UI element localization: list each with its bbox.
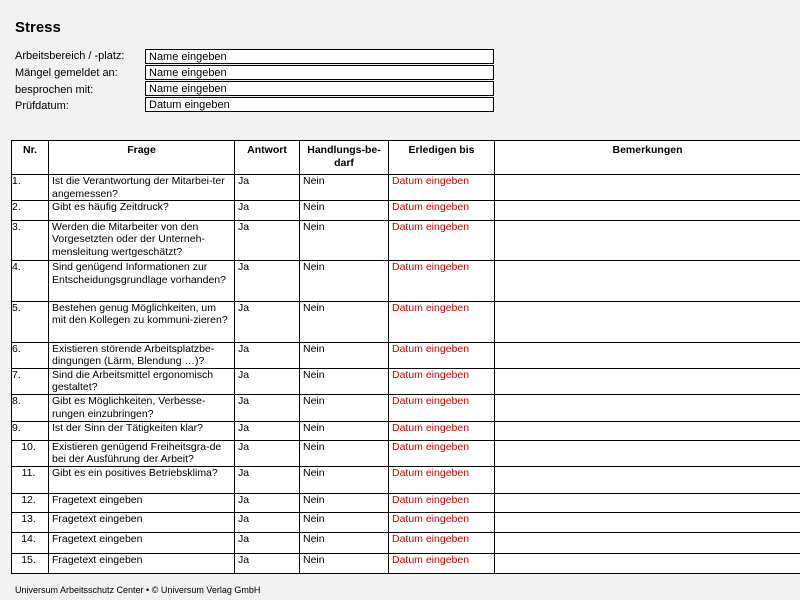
action-needed-cell[interactable]: Nein xyxy=(300,533,389,553)
question-cell[interactable]: Fragetext eingeben xyxy=(49,513,235,533)
arbeitsbereich-field[interactable]: Name eingeben xyxy=(145,49,494,64)
checklist-table xyxy=(11,140,800,574)
table-header-row xyxy=(12,141,800,175)
table-row xyxy=(12,421,800,440)
header-bemerkungen: Bemerkungen xyxy=(495,141,800,175)
row-number: 3. xyxy=(12,220,49,261)
due-date-cell[interactable]: Datum eingeben xyxy=(389,368,495,394)
row-number: 13. xyxy=(12,513,49,533)
table-row xyxy=(12,301,800,342)
answer-cell[interactable]: Ja xyxy=(235,261,300,302)
question-cell[interactable]: Ist der Sinn der Tätigkeiten klar? xyxy=(49,421,235,440)
due-date-cell[interactable]: Datum eingeben xyxy=(389,301,495,342)
question-cell[interactable]: Sind die Arbeitsmittel ergonomisch gestaltet? xyxy=(49,368,235,394)
page-title: Stress xyxy=(15,19,61,36)
remarks-cell[interactable] xyxy=(495,220,800,261)
remarks-cell[interactable] xyxy=(495,467,800,493)
answer-cell[interactable]: Ja xyxy=(235,440,300,466)
remarks-cell[interactable] xyxy=(495,493,800,512)
action-needed-cell[interactable]: Nein xyxy=(300,261,389,302)
table-row xyxy=(12,342,800,368)
action-needed-cell[interactable]: Nein xyxy=(300,175,389,201)
question-cell[interactable]: Fragetext eingeben xyxy=(49,553,235,573)
table-row xyxy=(12,513,800,533)
remarks-cell[interactable] xyxy=(495,368,800,394)
table-row xyxy=(12,368,800,394)
header-nr: Nr. xyxy=(12,141,49,175)
action-needed-cell[interactable]: Nein xyxy=(300,368,389,394)
besprochen-field[interactable]: Name eingeben xyxy=(145,81,494,96)
row-number: 1. xyxy=(12,175,49,201)
pruefdatum-field[interactable]: Datum eingeben xyxy=(145,97,494,112)
action-needed-cell[interactable]: Nein xyxy=(300,342,389,368)
remarks-cell[interactable] xyxy=(495,553,800,573)
action-needed-cell[interactable]: Nein xyxy=(300,467,389,493)
remarks-cell[interactable] xyxy=(495,395,800,421)
table-row xyxy=(12,553,800,573)
remarks-cell[interactable] xyxy=(495,533,800,553)
answer-cell[interactable]: Ja xyxy=(235,342,300,368)
due-date-cell[interactable]: Datum eingeben xyxy=(389,175,495,201)
action-needed-cell[interactable]: Nein xyxy=(300,553,389,573)
row-number: 9. xyxy=(12,421,49,440)
table-row xyxy=(12,395,800,421)
remarks-cell[interactable] xyxy=(495,342,800,368)
table-row xyxy=(12,467,800,493)
header-antwort: Antwort xyxy=(235,141,300,175)
question-cell[interactable]: Fragetext eingeben xyxy=(49,533,235,553)
meta-label-pruefdatum: Prüfdatum: xyxy=(15,100,69,112)
due-date-cell[interactable]: Datum eingeben xyxy=(389,201,495,220)
action-needed-cell[interactable]: Nein xyxy=(300,395,389,421)
action-needed-cell[interactable]: Nein xyxy=(300,220,389,261)
due-date-cell[interactable]: Datum eingeben xyxy=(389,220,495,261)
row-number: 6. xyxy=(12,342,49,368)
answer-cell[interactable]: Ja xyxy=(235,220,300,261)
due-date-cell[interactable]: Datum eingeben xyxy=(389,342,495,368)
remarks-cell[interactable] xyxy=(495,440,800,466)
due-date-cell[interactable]: Datum eingeben xyxy=(389,261,495,302)
question-cell[interactable]: Sind genügend Informationen zur Entscheidungsgrundlage vorhanden? xyxy=(49,261,235,302)
remarks-cell[interactable] xyxy=(495,261,800,302)
table-row xyxy=(12,175,800,201)
row-number: 12. xyxy=(12,493,49,512)
action-needed-cell[interactable]: Nein xyxy=(300,493,389,512)
row-number: 15. xyxy=(12,553,49,573)
due-date-cell[interactable]: Datum eingeben xyxy=(389,395,495,421)
answer-cell[interactable]: Ja xyxy=(235,395,300,421)
answer-cell[interactable]: Ja xyxy=(235,467,300,493)
answer-cell[interactable]: Ja xyxy=(235,201,300,220)
question-cell[interactable]: Existieren störende Arbeitsplatzbe-dingungen (Lärm, Blendung …)? xyxy=(49,342,235,368)
question-cell[interactable]: Bestehen genug Möglichkeiten, um mit den Kollegen zu kommuni-zieren? xyxy=(49,301,235,342)
row-number: 5. xyxy=(12,301,49,342)
action-needed-cell[interactable]: Nein xyxy=(300,513,389,533)
maengel-field[interactable]: Name eingeben xyxy=(145,65,494,80)
meta-label-arbeitsbereich: Arbeitsbereich / -platz: xyxy=(15,50,125,62)
question-cell[interactable]: Existieren genügend Freiheitsgra-de bei der Ausführung der Arbeit? xyxy=(49,440,235,466)
footer-copyright: Universum Arbeitsschutz Center • © Universum Verlag GmbH xyxy=(15,585,261,595)
due-date-cell[interactable]: Datum eingeben xyxy=(389,553,495,573)
question-cell[interactable]: Werden die Mitarbeiter von den Vorgesetzten oder der Unterneh-mensleitung wertgeschätzt? xyxy=(49,220,235,261)
meta-label-besprochen: besprochen mit: xyxy=(15,84,94,96)
answer-cell[interactable]: Ja xyxy=(235,368,300,394)
row-number: 10. xyxy=(12,440,49,466)
row-number: 14. xyxy=(12,533,49,553)
action-needed-cell[interactable]: Nein xyxy=(300,201,389,220)
table-row xyxy=(12,220,800,261)
due-date-cell[interactable]: Datum eingeben xyxy=(389,513,495,533)
remarks-cell[interactable] xyxy=(495,421,800,440)
action-needed-cell[interactable]: Nein xyxy=(300,301,389,342)
due-date-cell[interactable]: Datum eingeben xyxy=(389,533,495,553)
row-number: 4. xyxy=(12,261,49,302)
header-frage: Frage xyxy=(49,141,235,175)
question-cell[interactable]: Gibt es Möglichkeiten, Verbesse-rungen einzubringen? xyxy=(49,395,235,421)
answer-cell[interactable]: Ja xyxy=(235,175,300,201)
due-date-cell[interactable]: Datum eingeben xyxy=(389,467,495,493)
answer-cell[interactable]: Ja xyxy=(235,421,300,440)
question-cell[interactable]: Fragetext eingeben xyxy=(49,493,235,512)
answer-cell[interactable]: Ja xyxy=(235,301,300,342)
row-number: 11. xyxy=(12,467,49,493)
table-row xyxy=(12,440,800,466)
remarks-cell[interactable] xyxy=(495,513,800,533)
table-row xyxy=(12,533,800,553)
row-number: 7. xyxy=(12,368,49,394)
meta-label-maengel: Mängel gemeldet an: xyxy=(15,67,118,79)
answer-cell[interactable]: Ja xyxy=(235,493,300,512)
remarks-cell[interactable] xyxy=(495,175,800,201)
table-row xyxy=(12,201,800,220)
row-number: 2. xyxy=(12,201,49,220)
remarks-cell[interactable] xyxy=(495,201,800,220)
question-cell[interactable]: Ist die Verantwortung der Mitarbei-ter angemessen? xyxy=(49,175,235,201)
answer-cell[interactable]: Ja xyxy=(235,513,300,533)
table-row xyxy=(12,261,800,302)
header-erledigen-bis: Erledigen bis xyxy=(389,141,495,175)
remarks-cell[interactable] xyxy=(495,301,800,342)
answer-cell[interactable]: Ja xyxy=(235,533,300,553)
row-number: 8. xyxy=(12,395,49,421)
table-row xyxy=(12,493,800,512)
question-cell[interactable]: Gibt es häufig Zeitdruck? xyxy=(49,201,235,220)
question-cell[interactable]: Gibt es ein positives Betriebsklima? xyxy=(49,467,235,493)
header-handlungsbedarf: Handlungs-be-darf xyxy=(300,141,389,175)
answer-cell[interactable]: Ja xyxy=(235,553,300,573)
action-needed-cell[interactable]: Nein xyxy=(300,421,389,440)
due-date-cell[interactable]: Datum eingeben xyxy=(389,421,495,440)
action-needed-cell[interactable]: Nein xyxy=(300,440,389,466)
due-date-cell[interactable]: Datum eingeben xyxy=(389,493,495,512)
due-date-cell[interactable]: Datum eingeben xyxy=(389,440,495,466)
